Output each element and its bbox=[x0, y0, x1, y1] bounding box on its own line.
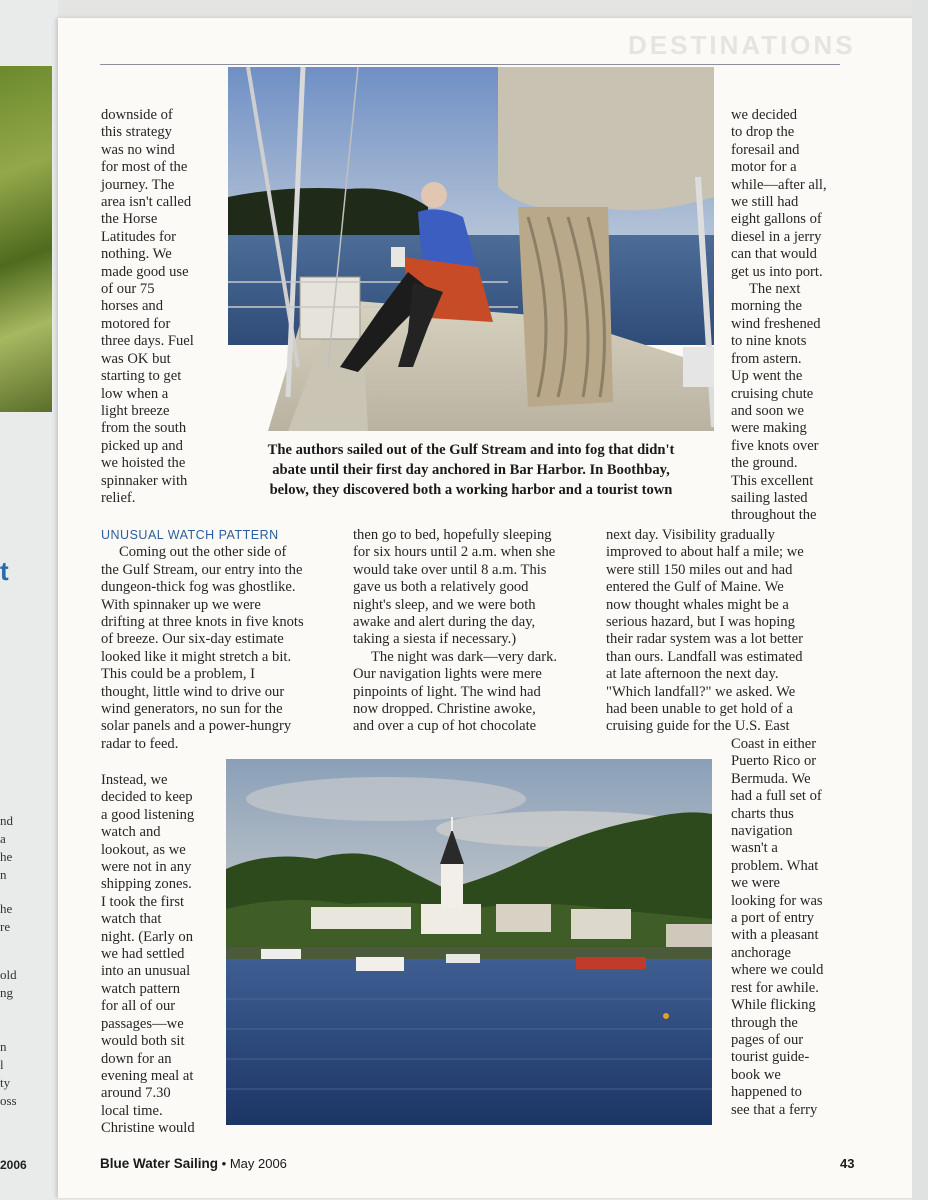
text-line: night's sleep, and we were both bbox=[353, 596, 536, 613]
left-page-fragment: l bbox=[0, 1057, 4, 1072]
right-scan-edge bbox=[912, 0, 928, 1200]
text-line: spinnaker with bbox=[101, 472, 188, 489]
text-line: starting to get bbox=[101, 368, 182, 385]
column-left-bottom bbox=[101, 772, 221, 1138]
text-line: sailing lasted bbox=[731, 489, 808, 506]
text-line: wind freshened bbox=[731, 315, 821, 332]
text-line: at late afternoon the next day. bbox=[606, 666, 779, 683]
text-line: Instead, we bbox=[101, 772, 168, 788]
column-right-wide bbox=[606, 527, 846, 736]
left-page-number: 2006 bbox=[0, 1158, 27, 1172]
text-line: five knots over bbox=[731, 437, 819, 454]
left-page-fragment: nd bbox=[0, 813, 13, 828]
text-line: was OK but bbox=[101, 350, 171, 367]
text-line: downside of bbox=[101, 107, 173, 123]
text-line: we had settled bbox=[101, 946, 185, 963]
text-line: see that a ferry bbox=[731, 1101, 818, 1118]
text-line: had been unable to get hold of a bbox=[606, 701, 793, 718]
text-line: would take over until 8 a.m. This bbox=[353, 561, 547, 578]
text-line: horses and bbox=[101, 298, 164, 315]
caption-line: The authors sailed out of the Gulf Stream and into fog that didn't bbox=[267, 442, 675, 458]
text-line: gave us both a relatively good bbox=[353, 579, 529, 596]
text-line: motored for bbox=[101, 315, 171, 332]
text-line: local time. bbox=[101, 1102, 163, 1119]
top-scan-edge bbox=[58, 0, 928, 18]
text-line: charts thus bbox=[731, 805, 794, 822]
text-line: can that would bbox=[731, 246, 817, 263]
text-line: where we could bbox=[731, 962, 824, 979]
text-line: Our navigation lights were mere bbox=[353, 666, 542, 683]
left-page-fragment: re bbox=[0, 919, 11, 934]
text-line: relief. bbox=[101, 489, 136, 506]
text-line: around 7.30 bbox=[101, 1085, 171, 1102]
text-line: watch that bbox=[101, 911, 162, 928]
text-line: from the south bbox=[101, 420, 187, 437]
text-line: for all of our bbox=[101, 998, 176, 1015]
text-line: Christine would bbox=[101, 1120, 195, 1137]
text-line: navigation bbox=[731, 823, 793, 840]
text-line: This excellent bbox=[731, 472, 814, 489]
text-line: lookout, as we bbox=[101, 841, 186, 858]
text-line: area isn't called bbox=[101, 194, 192, 211]
text-line: While flicking bbox=[731, 997, 816, 1014]
text-line: motor for a bbox=[731, 159, 797, 176]
text-line: watch and bbox=[101, 824, 161, 841]
text-line: through the bbox=[731, 1014, 798, 1031]
text-line: now thought whales might be a bbox=[606, 596, 789, 613]
text-line: looked like it might stretch a bit. bbox=[101, 648, 292, 665]
text-line: dungeon-thick fog was ghostlike. bbox=[101, 579, 296, 596]
text-line: a good listening bbox=[101, 806, 195, 823]
text-line: the Gulf Stream, our entry into the bbox=[101, 561, 303, 578]
text-line: this strategy bbox=[101, 124, 172, 141]
text-line: cruising guide for the U.S. East bbox=[606, 718, 790, 735]
text-line: solar panels and a power-hungry bbox=[101, 718, 292, 735]
section-subhead: UNUSUAL WATCH PATTERN bbox=[101, 528, 279, 542]
text-line: Bermuda. We bbox=[731, 770, 811, 787]
text-line: were making bbox=[731, 420, 807, 437]
left-page-fragment: ty bbox=[0, 1075, 11, 1090]
text-line: book we bbox=[731, 1066, 781, 1083]
text-line: was no wind bbox=[101, 141, 175, 158]
text-line: night. (Early on bbox=[101, 928, 194, 945]
left-page-fragment: he bbox=[0, 901, 13, 916]
text-line: a port of entry bbox=[731, 910, 815, 927]
text-line: light breeze bbox=[101, 402, 170, 419]
column-right-bottom bbox=[731, 736, 843, 1119]
text-line: for most of the bbox=[101, 159, 188, 176]
text-line: Coast in either bbox=[731, 736, 817, 752]
left-page-photo bbox=[0, 66, 52, 412]
text-line: Coming out the other side of bbox=[119, 544, 287, 561]
text-line: passages—we bbox=[101, 1015, 184, 1032]
caption-line: below, they discovered both a working harbor and a tourist town bbox=[269, 482, 673, 498]
text-line: for six hours until 2 a.m. when she bbox=[353, 544, 556, 561]
text-line: from astern. bbox=[731, 350, 802, 367]
text-line: radar to feed. bbox=[101, 735, 179, 752]
text-line: With spinnaker up we were bbox=[101, 596, 261, 613]
text-line: were not in any bbox=[101, 859, 192, 876]
column-middle bbox=[353, 527, 603, 736]
text-line: rest for awhile. bbox=[731, 979, 819, 996]
text-line: The night was dark—very dark. bbox=[371, 648, 558, 665]
left-page-fragment: n bbox=[0, 867, 7, 882]
text-line: made good use bbox=[101, 263, 189, 280]
left-page-fragment: he bbox=[0, 849, 13, 864]
text-line: down for an bbox=[101, 1050, 172, 1067]
text-line: journey. The bbox=[101, 176, 175, 193]
text-line: and soon we bbox=[731, 402, 804, 419]
text-line: foresail and bbox=[731, 141, 800, 158]
magazine-footer bbox=[100, 1156, 287, 1171]
text-line: morning the bbox=[731, 298, 802, 315]
section-header: DESTINATIONS bbox=[628, 30, 856, 60]
text-line: cruising chute bbox=[731, 385, 814, 402]
text-line: three days. Fuel bbox=[101, 333, 194, 350]
page-number: 43 bbox=[840, 1156, 855, 1171]
text-line: wasn't a bbox=[731, 840, 778, 857]
left-page-fragment: a bbox=[0, 831, 6, 846]
magazine-title: Blue Water Sailing bbox=[100, 1156, 219, 1171]
text-line: eight gallons of bbox=[731, 211, 822, 228]
text-line: happened to bbox=[731, 1084, 802, 1101]
text-line: throughout the bbox=[731, 507, 817, 524]
header-rule bbox=[100, 64, 840, 65]
text-line: of our 75 bbox=[101, 281, 155, 298]
column-left-top bbox=[101, 107, 226, 507]
text-line: we decided bbox=[731, 107, 798, 123]
left-page-fragment: n bbox=[0, 1039, 7, 1054]
text-line: now dropped. Christine awoke, bbox=[353, 701, 536, 718]
column-right-top bbox=[731, 107, 843, 525]
text-line: with a pleasant bbox=[731, 927, 819, 944]
text-line: serious hazard, but I was hoping bbox=[606, 614, 795, 631]
text-line: looking for was bbox=[731, 892, 823, 909]
boothbay-harbor-illustration bbox=[226, 759, 712, 1125]
text-line: taking a siesta if necessary.) bbox=[353, 631, 517, 648]
text-line: decided to keep bbox=[101, 789, 193, 806]
left-page-fragment: ng bbox=[0, 985, 13, 1000]
text-line: and over a cup of hot chocolate bbox=[353, 718, 537, 735]
left-page-fragment: oss bbox=[0, 1093, 17, 1108]
text-line: the ground. bbox=[731, 455, 798, 472]
text-line: were still 150 miles out and had bbox=[606, 561, 793, 578]
text-line: had a full set of bbox=[731, 788, 822, 805]
text-line: to nine knots bbox=[731, 333, 807, 350]
text-line: evening meal at bbox=[101, 1067, 194, 1084]
text-line: diesel in a jerry bbox=[731, 228, 822, 245]
caption-line: abate until their first day anchored in Bar Harbor. In Boothbay, bbox=[272, 462, 670, 478]
text-line: pinpoints of light. The wind had bbox=[353, 683, 541, 700]
issue-date: • May 2006 bbox=[221, 1156, 287, 1171]
text-line: The next bbox=[749, 281, 801, 298]
text-line: wind generators, no sun for the bbox=[101, 701, 283, 718]
text-line: Up went the bbox=[731, 368, 803, 385]
text-line: into an unusual bbox=[101, 963, 191, 980]
text-line: entered the Gulf of Maine. We bbox=[606, 579, 784, 596]
photo-caption bbox=[228, 440, 714, 500]
text-line: I took the first bbox=[101, 893, 185, 910]
text-line: we were bbox=[731, 875, 781, 892]
text-line: thought, little wind to drive our bbox=[101, 683, 285, 700]
text-line: problem. What bbox=[731, 857, 819, 874]
text-line: awake and alert during the day, bbox=[353, 614, 536, 631]
text-line: shipping zones. bbox=[101, 876, 192, 893]
text-line: the Horse bbox=[101, 211, 158, 228]
text-line: to drop the bbox=[731, 124, 795, 141]
sailboat-deck-illustration bbox=[228, 67, 714, 431]
text-line: anchorage bbox=[731, 944, 791, 961]
text-line: Puerto Rico or bbox=[731, 753, 817, 770]
text-line: while—after all, bbox=[731, 176, 827, 193]
text-line: watch pattern bbox=[101, 980, 181, 997]
text-line: "Which landfall?" we asked. We bbox=[606, 683, 796, 700]
text-line: picked up and bbox=[101, 437, 183, 454]
left-page-fragment: old bbox=[0, 967, 17, 982]
sailboat-deck-photo bbox=[228, 67, 714, 431]
text-line: we hoisted the bbox=[101, 455, 186, 472]
text-line: next day. Visibility gradually bbox=[606, 527, 775, 543]
text-line: we still had bbox=[731, 194, 799, 211]
text-line: would both sit bbox=[101, 1033, 185, 1050]
text-line: get us into port. bbox=[731, 263, 823, 280]
text-line: improved to about half a mile; we bbox=[606, 544, 804, 561]
boothbay-harbor-photo bbox=[226, 759, 712, 1125]
text-line: nothing. We bbox=[101, 246, 172, 263]
text-line: than ours. Landfall was estimated bbox=[606, 648, 803, 665]
left-page-big-letter: t bbox=[0, 556, 9, 586]
text-line: drifting at three knots in five knots bbox=[101, 614, 304, 631]
text-line: then go to bed, hopefully sleeping bbox=[353, 527, 552, 543]
text-line: Latitudes for bbox=[101, 228, 176, 245]
text-line: low when a bbox=[101, 385, 169, 402]
column-left-wide bbox=[101, 527, 351, 753]
text-line: pages of our bbox=[731, 1031, 804, 1048]
text-line: This could be a problem, I bbox=[101, 666, 256, 683]
text-line: their radar system was a lot better bbox=[606, 631, 803, 648]
text-line: of breeze. Our six-day estimate bbox=[101, 631, 284, 648]
text-line: tourist guide- bbox=[731, 1049, 810, 1066]
